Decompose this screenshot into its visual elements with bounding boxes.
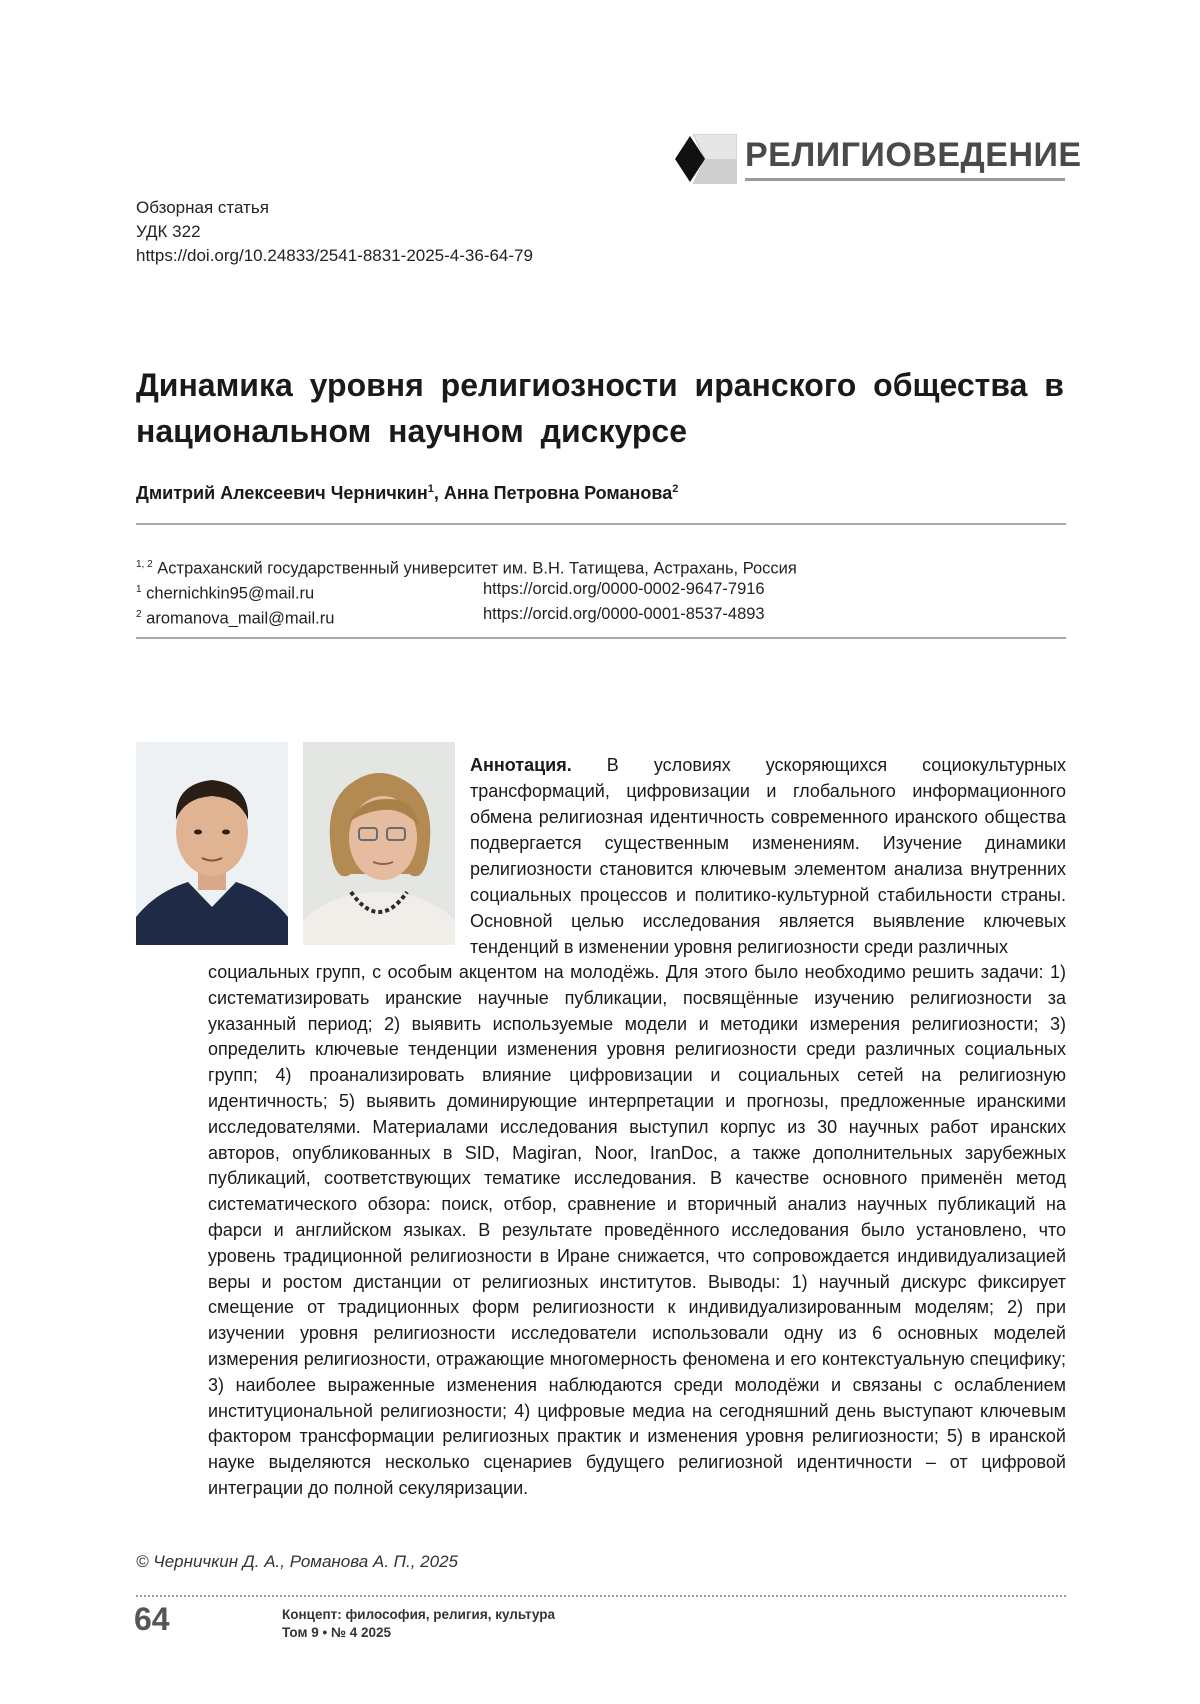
affiliation-sup: 1, 2 [136, 559, 153, 570]
copyright: © Черничкин Д. А., Романова А. П., 2025 [136, 1552, 458, 1571]
author-name: Дмитрий Алексеевич Черничкин [136, 483, 428, 503]
affiliation-block [136, 552, 1066, 627]
section-title: РЕЛИГИОВЕДЕНИЕ [745, 136, 1082, 174]
contact-sup: 1 [136, 584, 142, 595]
author-photo [303, 742, 455, 945]
author-sup: 1 [427, 483, 434, 495]
authors-line [136, 483, 678, 504]
email-link[interactable]: aromanova_mail@mail.ru [146, 609, 335, 628]
author-separator: , [433, 483, 444, 503]
article-title: Динамика уровня религиозности иранского общества в национальном научном дискурсе [136, 367, 1064, 449]
udc-code: УДК 322 [136, 222, 201, 241]
affiliation-row [136, 552, 1066, 577]
section-header [675, 134, 1082, 184]
journal-issue: Том 9 • № 4 2025 [282, 1625, 392, 1640]
contact-sup: 2 [136, 609, 142, 620]
journal-info [282, 1606, 555, 1642]
cube-logo-icon [675, 134, 737, 184]
author-name: Анна Петровна Романова [443, 483, 673, 503]
portrait-woman-icon [303, 742, 455, 945]
portrait-man-icon [136, 742, 288, 945]
article-type: Обзорная статья [136, 198, 269, 217]
abstract [470, 752, 1066, 960]
section-underline [745, 178, 1065, 181]
contact-row [136, 577, 1066, 602]
divider [136, 523, 1066, 525]
journal-name: Концепт: философия, религия, культура [282, 1607, 556, 1622]
footer-divider [136, 1595, 1066, 1597]
abstract-text: В условиях ускоряющихся социокультурных трансформаций, цифровизации и глобального информационного обмена религиозная идентичность современного иранского общества подвергается существенным изменениям. Изучение динамики религиозности становится ключевым элементом анализа внутренних социальных процессов и политико-культурной стабильности страны. Основной целью исследования является выявление ключевых тенденций в изменении уровня религиозности среди различных [470, 755, 1066, 957]
author-photo [136, 742, 288, 945]
orcid-link[interactable]: https://orcid.org/0000-0002-9647-7916 [483, 580, 765, 598]
email-link[interactable]: chernichkin95@mail.ru [146, 584, 315, 603]
orcid-link[interactable]: https://orcid.org/0000-0001-8537-4893 [483, 605, 765, 623]
author-sup: 2 [672, 483, 679, 495]
article-meta [136, 196, 533, 268]
abstract-label: Аннотация. [470, 755, 572, 775]
abstract-continued: социальных групп, с особым акцентом на молодёжь. Для этого было необходимо решить задачи: 1) систематизировать иранские научные публикации, посвящённые изучению религиозности за указанный период; 2) выявить используемые модели и методики измерения религиозности; 3) определить ключевые тенденции изменения уровня религиозности среди различных социальных групп; 4) проанализировать влияние цифровизации и социальных сетей на религиозную идентичность; 5) выявить доминирующие интерпретации и прогнозы, предложенные иранскими исследователями. Материалами исследования выступил корпус из 30 научных работ иранских авторов, опубликованных в SID, Magiran, Noor, IranDoc, а также дополнительных зарубежных публикаций, соответствующих тематике исследования. В качестве основного применён метод систематического обзора: поиск, отбор, сравнение и вторичный анализ научных публикаций на фарси и английском языках. В результате проведённого исследования было установлено, что уровень традиционной религиозности в Иране снижается, что сопровождается индивидуализацией веры и ростом дистанции от религиозных институтов. Выводы: 1) научный дискурс фиксирует смещение от традиционных форм религиозности к индивидуализированным моделям; 2) при изучении уровня религиозности исследователи использовали одну из 6 основных моделей измерения религиозности, отражающие многомерность феномена и его контекстуальную специфику; 3) наиболее выраженные изменения наблюдаются среди молодёжи и связаны с ослаблением институциональной религиозности; 4) цифровые медиа на сегодняшний день выступают ключевым фактором трансформации религиозных практик и изменения уровня религиозности; 5) в иранской науке выделяются несколько сценариев будущего религиозной идентичности – от цифровой интеграции до полной секуляризации. [208, 962, 1066, 1498]
page-number: 64 [134, 1601, 170, 1637]
contact-row [136, 602, 1066, 627]
doi-link[interactable]: https://doi.org/10.24833/2541-8831-2025-4-36-64-79 [136, 246, 533, 265]
affiliation-text: Астраханский государственный университет им. В.Н. Татищева, Астрахань, Россия [157, 559, 797, 578]
divider [136, 637, 1066, 639]
